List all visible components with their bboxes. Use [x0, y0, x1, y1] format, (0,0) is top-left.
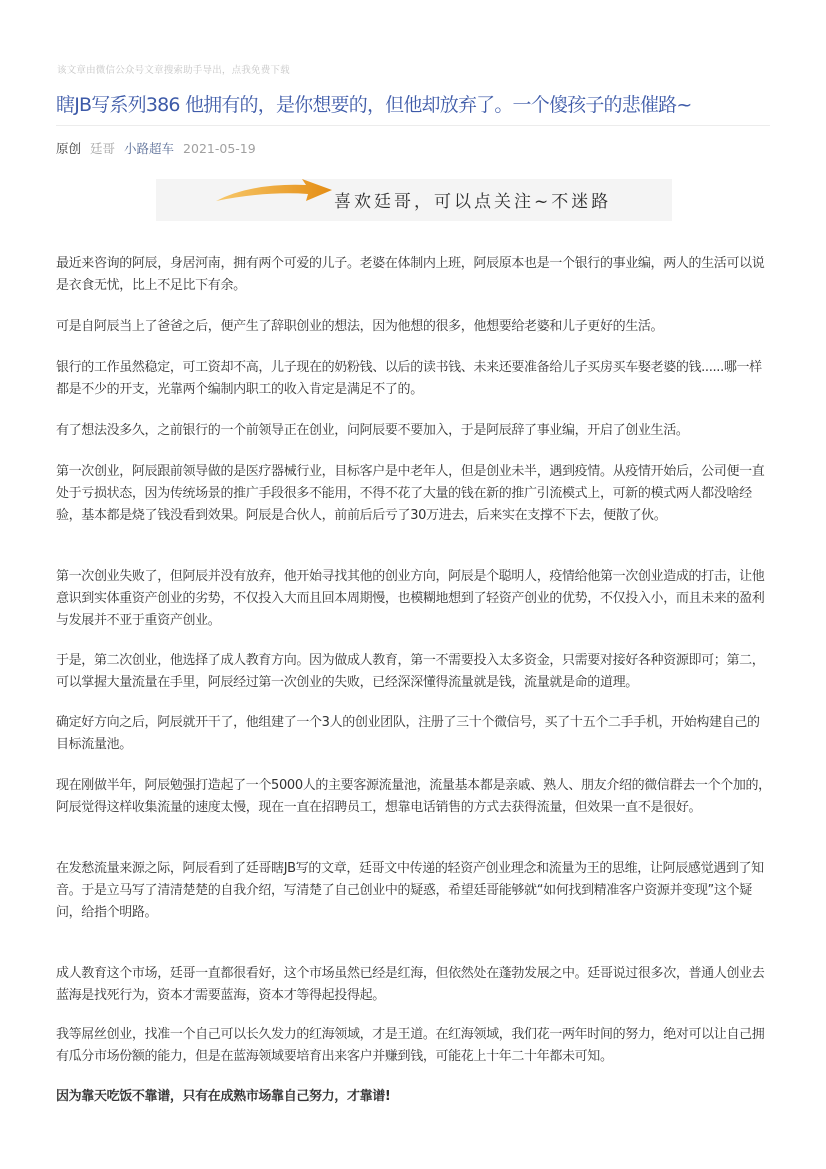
paragraph: 成人教育这个市场，廷哥一直都很看好，这个市场虽然已经是红海，但依然处在蓬勃发展之中。廷哥说过很多次，普通人创业去蓝海是找死行为，资本才需要蓝海，资本才等得起投得起。	[56, 966, 765, 1003]
paragraph: 第一次创业失败了，但阿辰并没有放弃，他开始寻找其他的创业方向，阿辰是个聪明人，疫情给他第一次创业造成的打击，让他意识到实体重资产创业的劣势，不仅投入大而且回本周期慢，也模糊地想到了轻资产创业的优势，不仅投入小，而且未来的盈利与发展并不亚于重资产创业。	[56, 569, 765, 628]
paragraph: 我等屌丝创业，找准一个自己可以长久发力的红海领域，才是王道。在红海领域，我们花一两年时间的努力，绝对可以让自己拥有瓜分市场份额的能力，但是在蓝海领域要培育出来客户并赚到钱，可能花上十年二十年都未可知。	[56, 1027, 765, 1064]
paragraph: 银行的工作虽然稳定，可工资却不高，儿子现在的奶粉钱、以后的读书钱、未来还要准备给儿子买房买车娶老婆的钱......哪一样都是不少的开支，光靠两个编制内职工的收入肯定是满足不了的。	[56, 360, 762, 397]
author-name: 廷哥	[90, 141, 116, 156]
banner-text: 喜欢廷哥，可以点关注~不迷路	[334, 192, 612, 212]
paragraph: 有了想法没多久，之前银行的一个前领导正在创业，问阿辰要不要加入，于是阿辰辞了事业编，开启了创业生活。	[56, 423, 689, 438]
publish-date: 2021-05-19	[183, 141, 256, 156]
paragraph: 在发愁流量来源之际，阿辰看到了廷哥瞎JB写的文章，廷哥文中传递的轻资产创业理念和流量为王的思维，让阿辰感觉遇到了知音。于是立马写了清清楚楚的自我介绍，写清楚了自己创业中的疑惑，希望廷哥能够就“如何找到精准客户资源并变现”这个疑问，给指个明路。	[56, 861, 764, 920]
paragraph: 最近来咨询的阿辰，身居河南，拥有两个可爱的儿子。老婆在体制内上班，阿辰原本也是一个银行的事业编，两人的生活可以说是衣食无忧，比上不足比下有余。	[56, 256, 765, 293]
paragraph-bold: 因为靠天吃饭不靠谱，只有在成熟市场靠自己努力，才靠谱!	[56, 1089, 391, 1104]
follow-banner	[156, 179, 672, 221]
paragraph: 第一次创业，阿辰跟前领导做的是医疗器械行业，目标客户是中老年人，但是创业未半，遇到疫情。从疫情开始后，公司便一直处于亏损状态，因为传统场景的推广手段很多不能用，不得不花了大量的钱在新的推广引流模式上，可新的模式两人都没啥经验，基本都是烧了钱没看到效果。阿辰是合伙人，前前后后亏了30万进去，后来实在支撑不下去，便散了伙。	[56, 464, 765, 523]
title-divider	[56, 125, 770, 126]
article-meta	[56, 140, 265, 158]
paragraph: 可是自阿辰当上了爸爸之后，便产生了辞职创业的想法，因为他想的很多，他想要给老婆和儿子更好的生活。	[56, 319, 664, 334]
export-note-link[interactable]: 该文章由微信公众号文章搜索助手导出，点我免费下载	[57, 65, 290, 76]
account-name-link[interactable]: 小路超车	[124, 141, 175, 156]
paragraph: 确定好方向之后，阿辰就开干了，他组建了一个3人的创业团队，注册了三十个微信号，买了十五个二手手机，开始构建自己的目标流量池。	[56, 715, 760, 752]
original-tag: 原创	[56, 141, 82, 156]
paragraph: 于是，第二次创业，他选择了成人教育方向。因为做成人教育，第一不需要投入太多资金，只需要对接好各种资源即可；第二，可以掌握大量流量在手里，阿辰经过第一次创业的失败，已经深深懂得流量就是钱，流量就是命的道理。	[56, 653, 765, 690]
article-title: 瞎JB写系列386 他拥有的，是你想要的，但他却放弃了。一个傻孩子的悲催路~	[56, 94, 692, 116]
paragraph: 现在刚做半年，阿辰勉强打造起了一个5000人的主要客源流量池，流量基本都是亲戚、熟人、朋友介绍的微信群去一个个加的，阿辰觉得这样收集流量的速度太慢，现在一直在招聘员工，想靠电话销售的方式去获得流量，但效果一直不是很好。	[56, 778, 771, 815]
